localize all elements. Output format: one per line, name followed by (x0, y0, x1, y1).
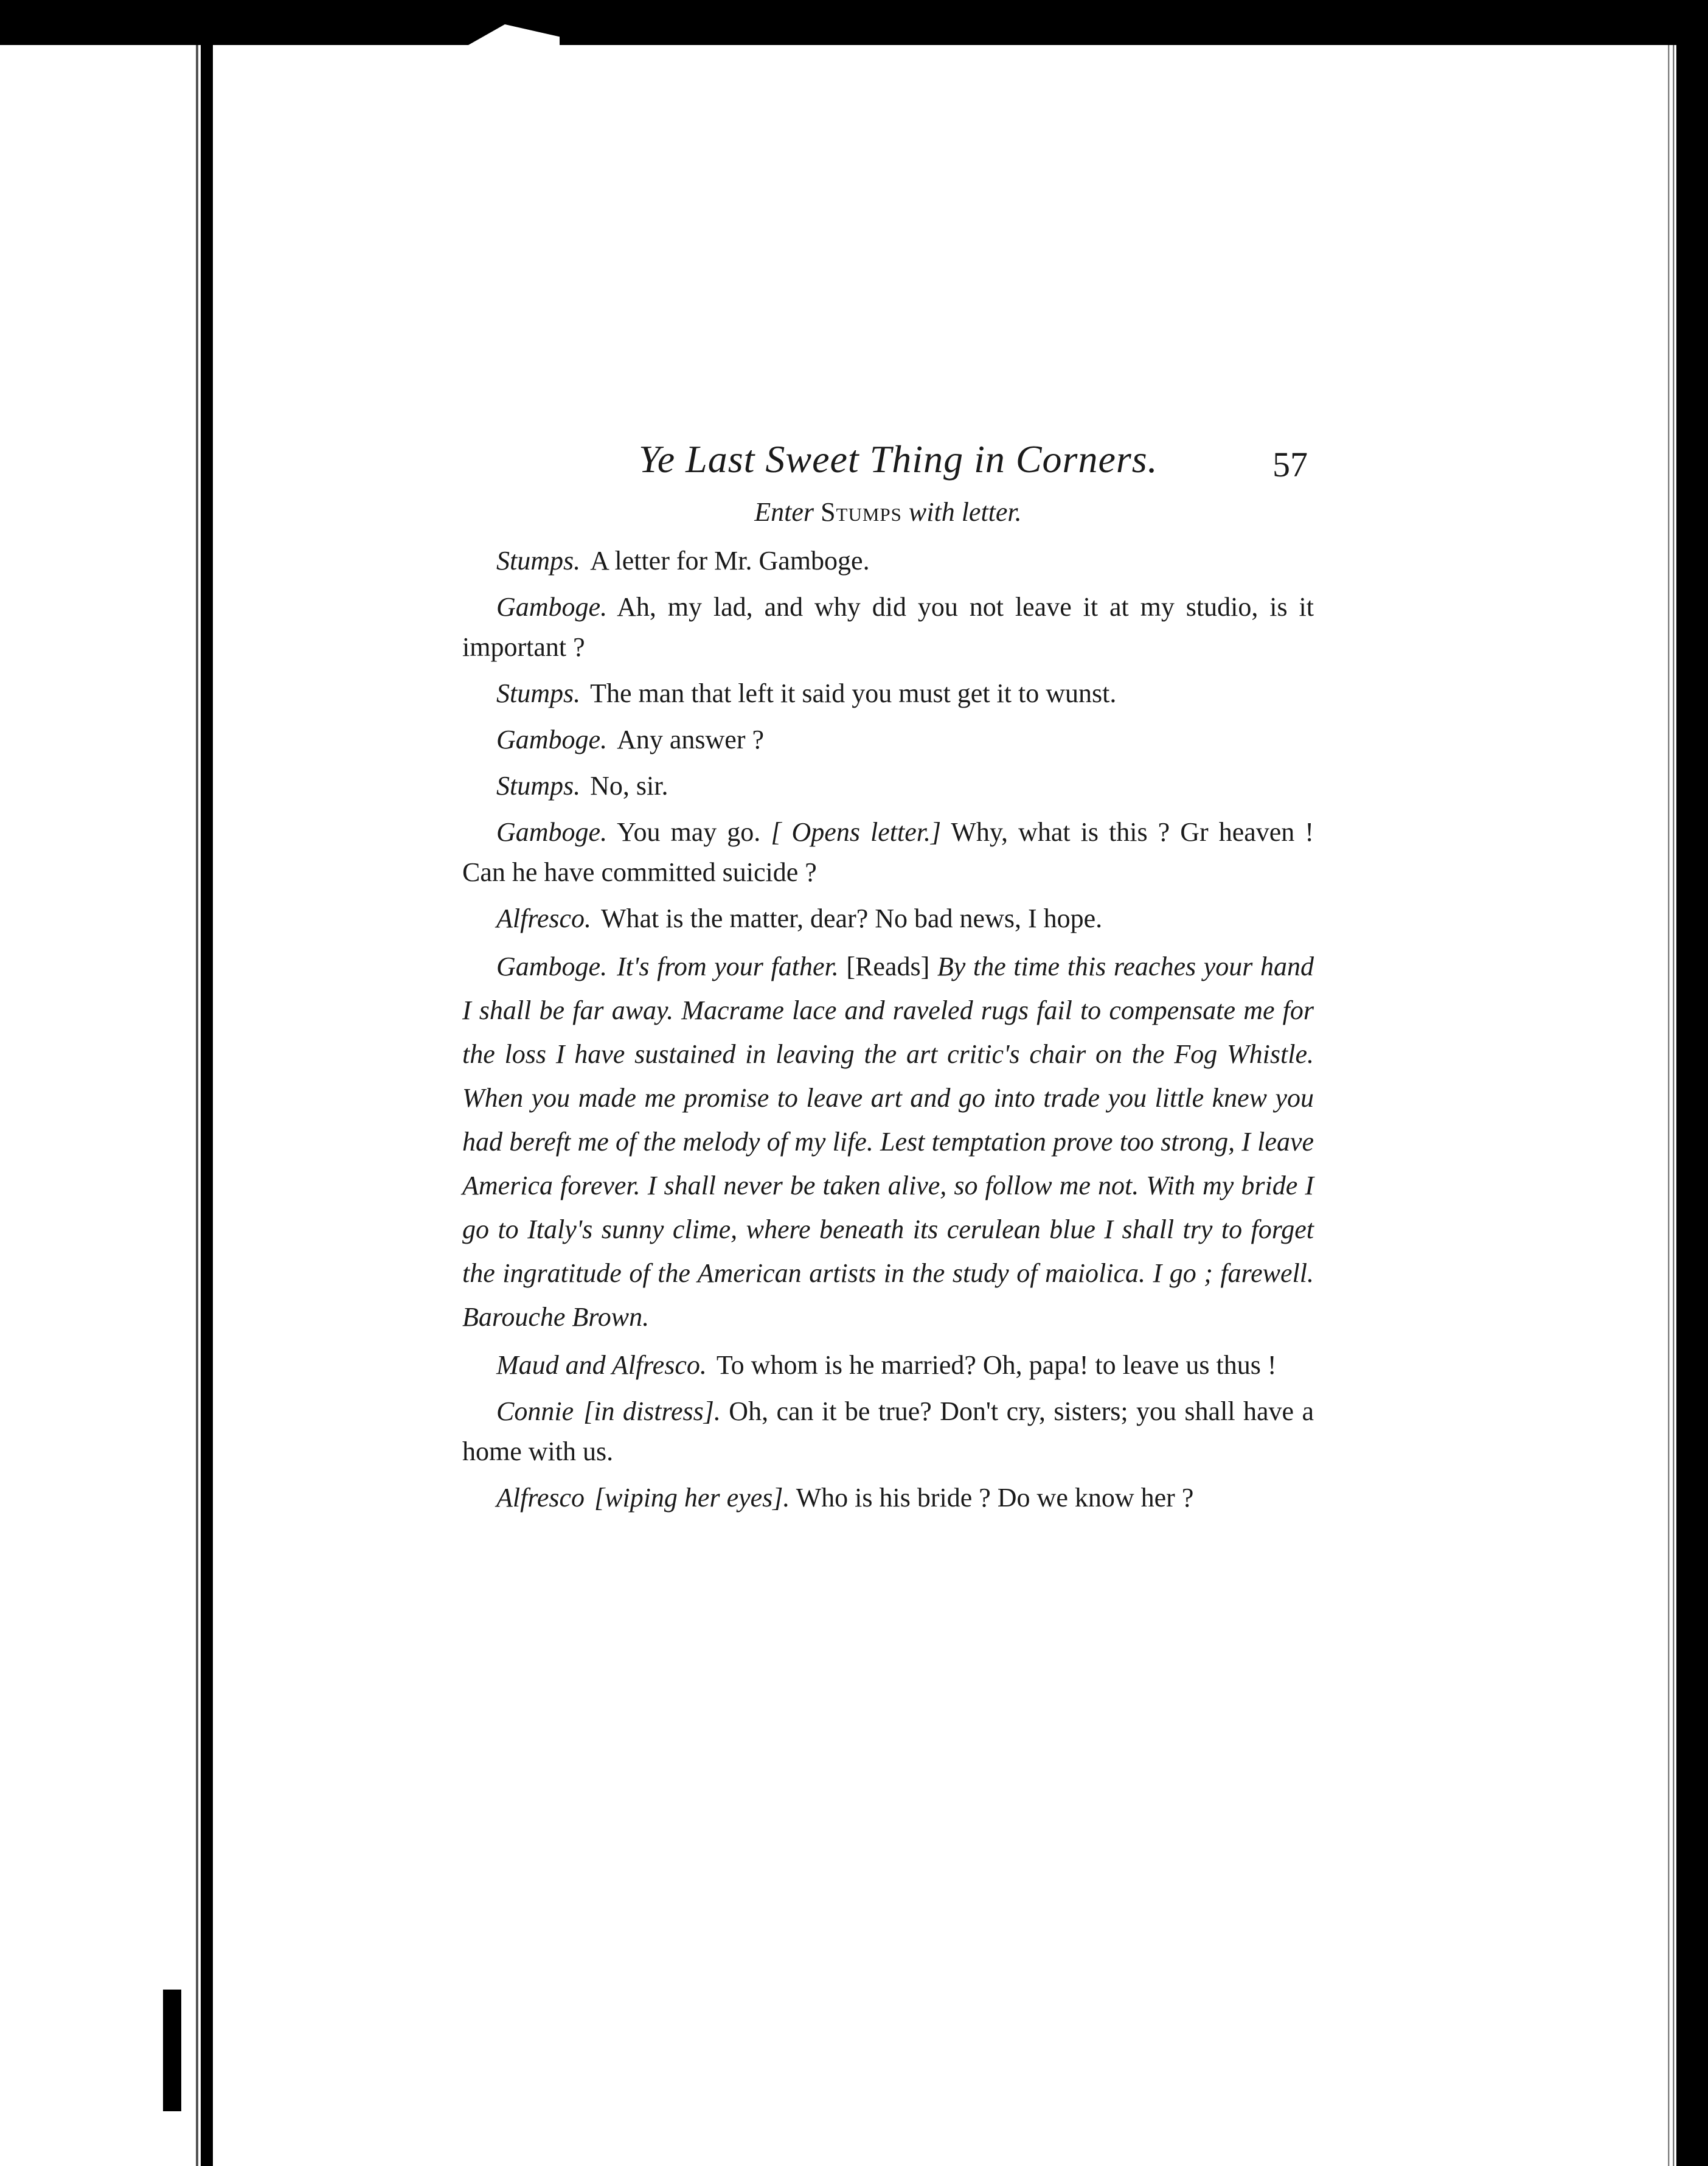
stage-direction-enter: Enter (754, 497, 814, 527)
speaker-name: Gamboge. (496, 817, 608, 847)
dialogue-text: Why, what is this ? Gr heaven ! Can he have committed suicide ? (462, 817, 1314, 887)
dialogue-text: Who is his bride ? Do we know her ? (796, 1483, 1194, 1513)
dialogue-text: Any answer ? (617, 725, 765, 754)
speaker-name: Alfresco (496, 1483, 585, 1513)
scan-border-right (1676, 0, 1708, 2166)
speaker-name: Maud and Alfresco. (496, 1350, 707, 1380)
dialogue-line (462, 1345, 1314, 1385)
dialogue-text: Ah, my lad, and why did you not leave it at my studio, is it important ? (462, 592, 1314, 662)
running-title: Ye Last Sweet Thing in Corners. (639, 437, 1158, 481)
dialogue-text: Oh, can it be true? Don't cry, sisters; you shall have a home with us. (462, 1396, 1314, 1466)
page-number: 57 (1272, 445, 1308, 484)
dialogue-line (462, 1391, 1314, 1472)
stage-direction (462, 496, 1314, 528)
speaker-name: Stumps. (496, 678, 581, 708)
scan-border-top (0, 0, 1708, 45)
speaker-name: Stumps. (496, 771, 581, 801)
dialogue-line (462, 1478, 1314, 1518)
dialogue-text: No, sir. (590, 771, 668, 801)
dialogue-line (462, 587, 1314, 667)
stage-direction-inline: [ Opens letter.] (771, 817, 942, 847)
stage-direction-inline: [in distress]. (583, 1396, 721, 1426)
dialogue-line (462, 766, 1314, 806)
speaker-name: Gamboge. (496, 725, 608, 754)
stage-direction-name: Stumps (821, 497, 902, 527)
dialogue-text: A letter for Mr. Gamboge. (590, 546, 870, 576)
dialogue-text: You may go. (617, 817, 761, 847)
stage-direction-rest: with letter. (908, 497, 1022, 527)
page-edge-right (1664, 45, 1676, 2166)
dialogue-line (462, 720, 1314, 760)
page-header (462, 426, 1314, 493)
speaker-name: Connie (496, 1396, 574, 1426)
dialogue-text: What is the matter, dear? No bad news, I hope. (601, 904, 1103, 933)
speaker-name: Stumps. (496, 546, 581, 576)
speaker-name: Alfresco. (496, 904, 591, 933)
page-gutter-thin (196, 45, 198, 2166)
letter-intro: It's from your father. (617, 952, 839, 981)
scan-mark-bottom (163, 1990, 181, 2111)
letter-text: By the time this reaches your hand I shall be far away. Macrame lace and raveled rugs fail to compensate me for the loss I have sustained in leaving the art critic's chair on the Fog Whistle. When you made me promise to leave art and go into trade you little knew you had bereft me of the melody of my life. Lest temptation prove too strong, I leave America forever. I shall never be taken alive, so follow me not. With my bride I go to Italy's sunny clime, where beneath its cerulean blue I shall try to forget the ingratitude of the American artists in the study of maiolica. I go ; farewell. Barouche Brown. (462, 952, 1314, 1332)
letter-paragraph (462, 945, 1314, 1339)
book-page (462, 426, 1314, 1524)
stage-direction-inline: [wiping her eyes]. (594, 1483, 790, 1513)
dialogue-line (462, 812, 1314, 893)
dialogue-text: The man that left it said you must get it to wunst. (590, 678, 1117, 708)
dialogue-text: To whom is he married? Oh, papa! to leave us thus ! (716, 1350, 1277, 1380)
page-gutter (201, 45, 213, 2166)
dialogue-line (462, 674, 1314, 714)
stage-direction-inline: [Reads] (846, 952, 930, 981)
speaker-name: Gamboge. (496, 592, 608, 622)
dialogue-line (462, 541, 1314, 581)
dialogue-line (462, 899, 1314, 939)
speaker-name: Gamboge. (496, 952, 608, 981)
